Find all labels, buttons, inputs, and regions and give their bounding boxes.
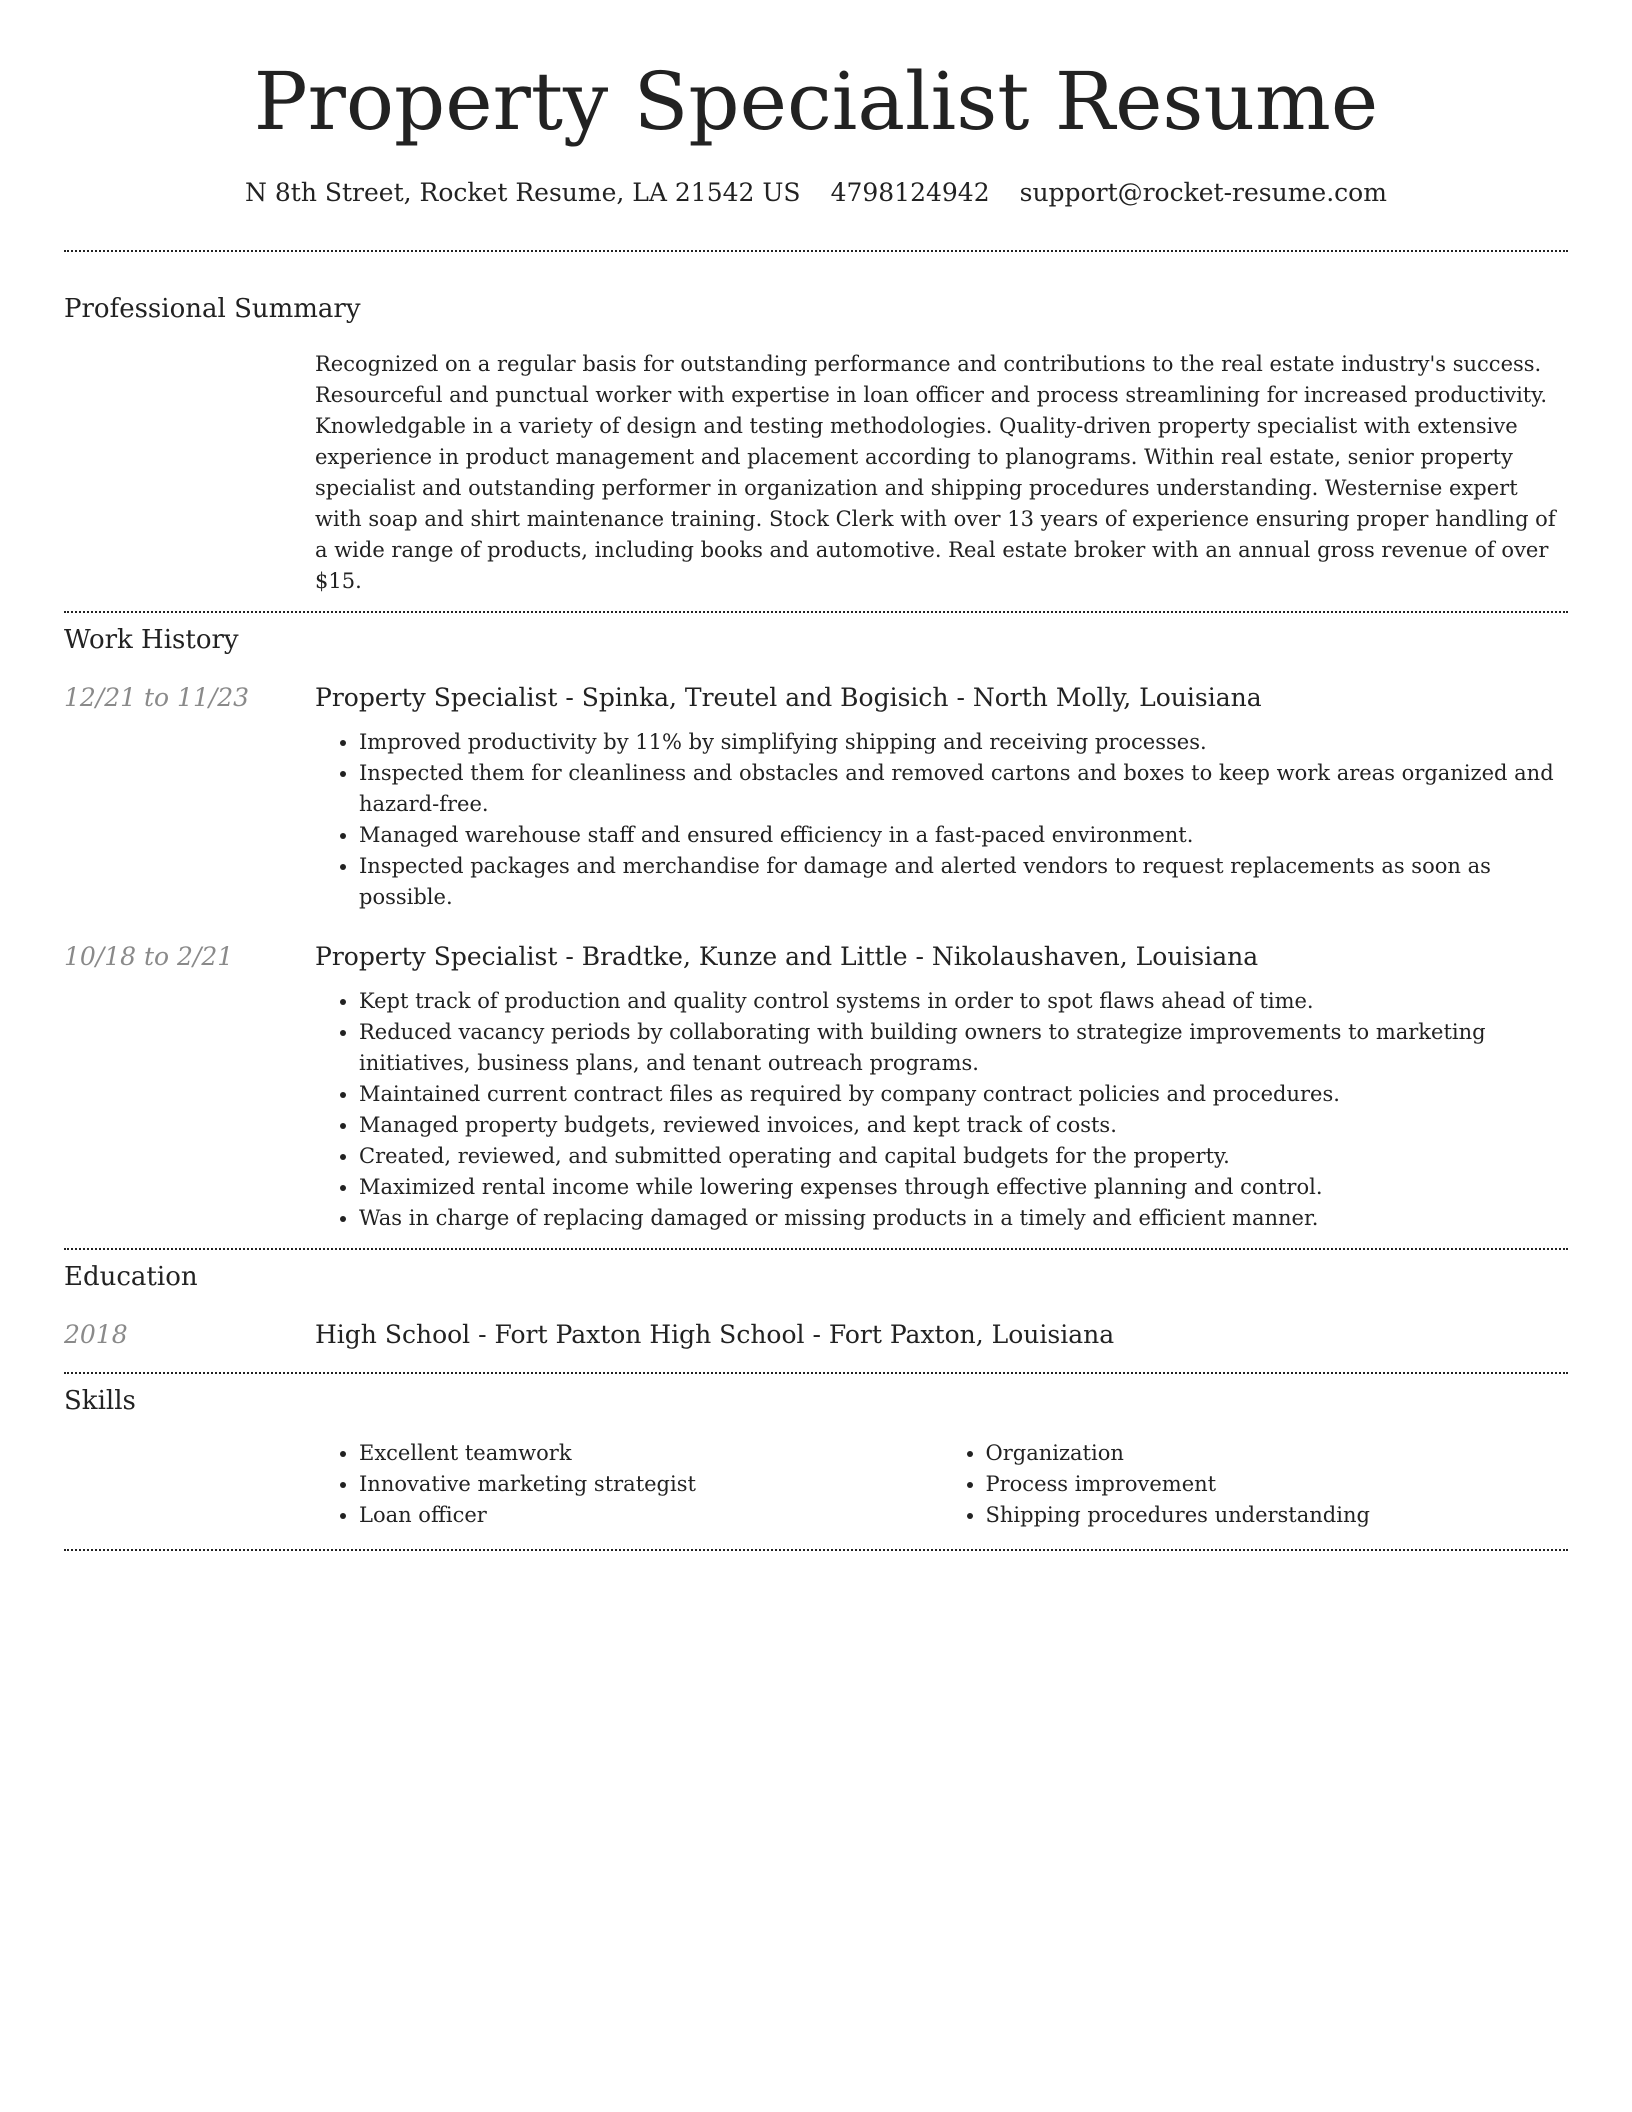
contact-phone: 4798124942 — [830, 178, 990, 207]
section-title-skills: Skills — [64, 1386, 136, 1416]
contact-address: N 8th Street, Rocket Resume, LA 21542 US — [245, 178, 801, 207]
skill-item: • Excellent teamwork — [359, 1438, 942, 1469]
skill-item: • Loan officer — [359, 1500, 942, 1531]
education-year: 2018 — [64, 1320, 128, 1349]
section-title-summary: Professional Summary — [64, 294, 361, 324]
skills-left-spacer — [64, 1438, 315, 1531]
divider-work — [64, 1248, 1568, 1250]
job-dates — [64, 681, 315, 913]
job-bullet: • Reduced vacancy periods by collaborating with building owners to strategize improvements to marketing initiatives, business plans, and tenant outreach programs. — [359, 1017, 1568, 1079]
resume-page — [64, 0, 1568, 1551]
divider-skills — [64, 1549, 1568, 1551]
skill-item: • Organization — [986, 1438, 1569, 1469]
job-title: Property Specialist - Spinka, Treutel and Bogisich - North Molly, Louisiana — [315, 683, 1262, 712]
divider-summary — [64, 611, 1568, 613]
job-entry — [64, 940, 1568, 1234]
job-bullet: • Managed warehouse staff and ensured efficiency in a fast-paced environment. — [359, 820, 1568, 851]
summary-body — [315, 349, 1568, 597]
job-title: Property Specialist - Bradtke, Kunze and Little - Nikolaushaven, Louisiana — [315, 942, 1259, 971]
summary-row — [64, 349, 1568, 597]
summary-left-spacer — [64, 349, 315, 597]
job-bullet: • Kept track of production and quality control systems in order to spot flaws ahead of time. — [359, 986, 1568, 1017]
skill-item: • Shipping procedures understanding — [986, 1500, 1569, 1531]
divider-header — [64, 250, 1568, 252]
job-bullet: • Maintained current contract files as required by company contract policies and procedures. — [359, 1079, 1568, 1110]
contact-line — [64, 176, 1568, 210]
job-bullets — [315, 986, 1568, 1234]
job-bullets — [315, 727, 1568, 913]
section-title-work: Work History — [64, 625, 239, 655]
job-entry — [64, 681, 1568, 913]
job-bullet: • Inspected packages and merchandise for damage and alerted vendors to request replacements as soon as possible. — [359, 851, 1568, 913]
skill-item: • Process improvement — [986, 1469, 1569, 1500]
divider-education — [64, 1372, 1568, 1374]
job-bullet: • Was in charge of replacing damaged or missing products in a timely and efficient manner. — [359, 1203, 1568, 1234]
skills-list-left — [315, 1438, 942, 1531]
education-entry — [64, 1318, 1568, 1352]
job-dates — [64, 940, 315, 1234]
job-bullet: • Maximized rental income while lowering expenses through effective planning and control. — [359, 1172, 1568, 1203]
job-details — [315, 681, 1568, 913]
skills-row — [64, 1438, 1568, 1531]
job-date-range: 12/21 to 11/23 — [64, 683, 250, 712]
resume-title: Property Specialist Resume — [253, 55, 1379, 148]
job-bullet: • Managed property budgets, reviewed invoices, and kept track of costs. — [359, 1110, 1568, 1141]
summary-text: Recognized on a regular basis for outstanding performance and contributions to the real estate industry's success. Resourceful and punctual worker with expertise in loan officer and process streamlining for increased productivity. Knowledgable in a variety of design and testing methodologies. Quality-driven property specialist with extensive experience in product management and placement according to planograms. Within real estate, senior property specialist and outstanding performer in organization and shipping procedures understanding. Westernise expert with soap and shirt maintenance training. Stock Clerk with over 13 years of experience ensuring proper handling of a wide range of products, including books and automotive. Real estate broker with an annual gross revenue of over $15. — [315, 352, 1556, 593]
job-bullet: • Inspected them for cleanliness and obstacles and removed cartons and boxes to keep work areas organized and hazard-free. — [359, 758, 1568, 820]
contact-email: support@rocket-resume.com — [1019, 178, 1387, 207]
education-details — [315, 1318, 1568, 1352]
skills-list-right — [942, 1438, 1569, 1531]
skills-grid — [315, 1438, 1568, 1531]
skill-item: • Innovative marketing strategist — [359, 1469, 942, 1500]
education-year-col — [64, 1318, 315, 1352]
job-bullet: • Created, reviewed, and submitted operating and capital budgets for the property. — [359, 1141, 1568, 1172]
job-date-range: 10/18 to 2/21 — [64, 942, 234, 971]
education-title: High School - Fort Paxton High School - Fort Paxton, Louisiana — [315, 1320, 1115, 1349]
job-bullet: • Improved productivity by 11% by simplifying shipping and receiving processes. — [359, 727, 1568, 758]
job-details — [315, 940, 1568, 1234]
section-title-education: Education — [64, 1262, 198, 1292]
